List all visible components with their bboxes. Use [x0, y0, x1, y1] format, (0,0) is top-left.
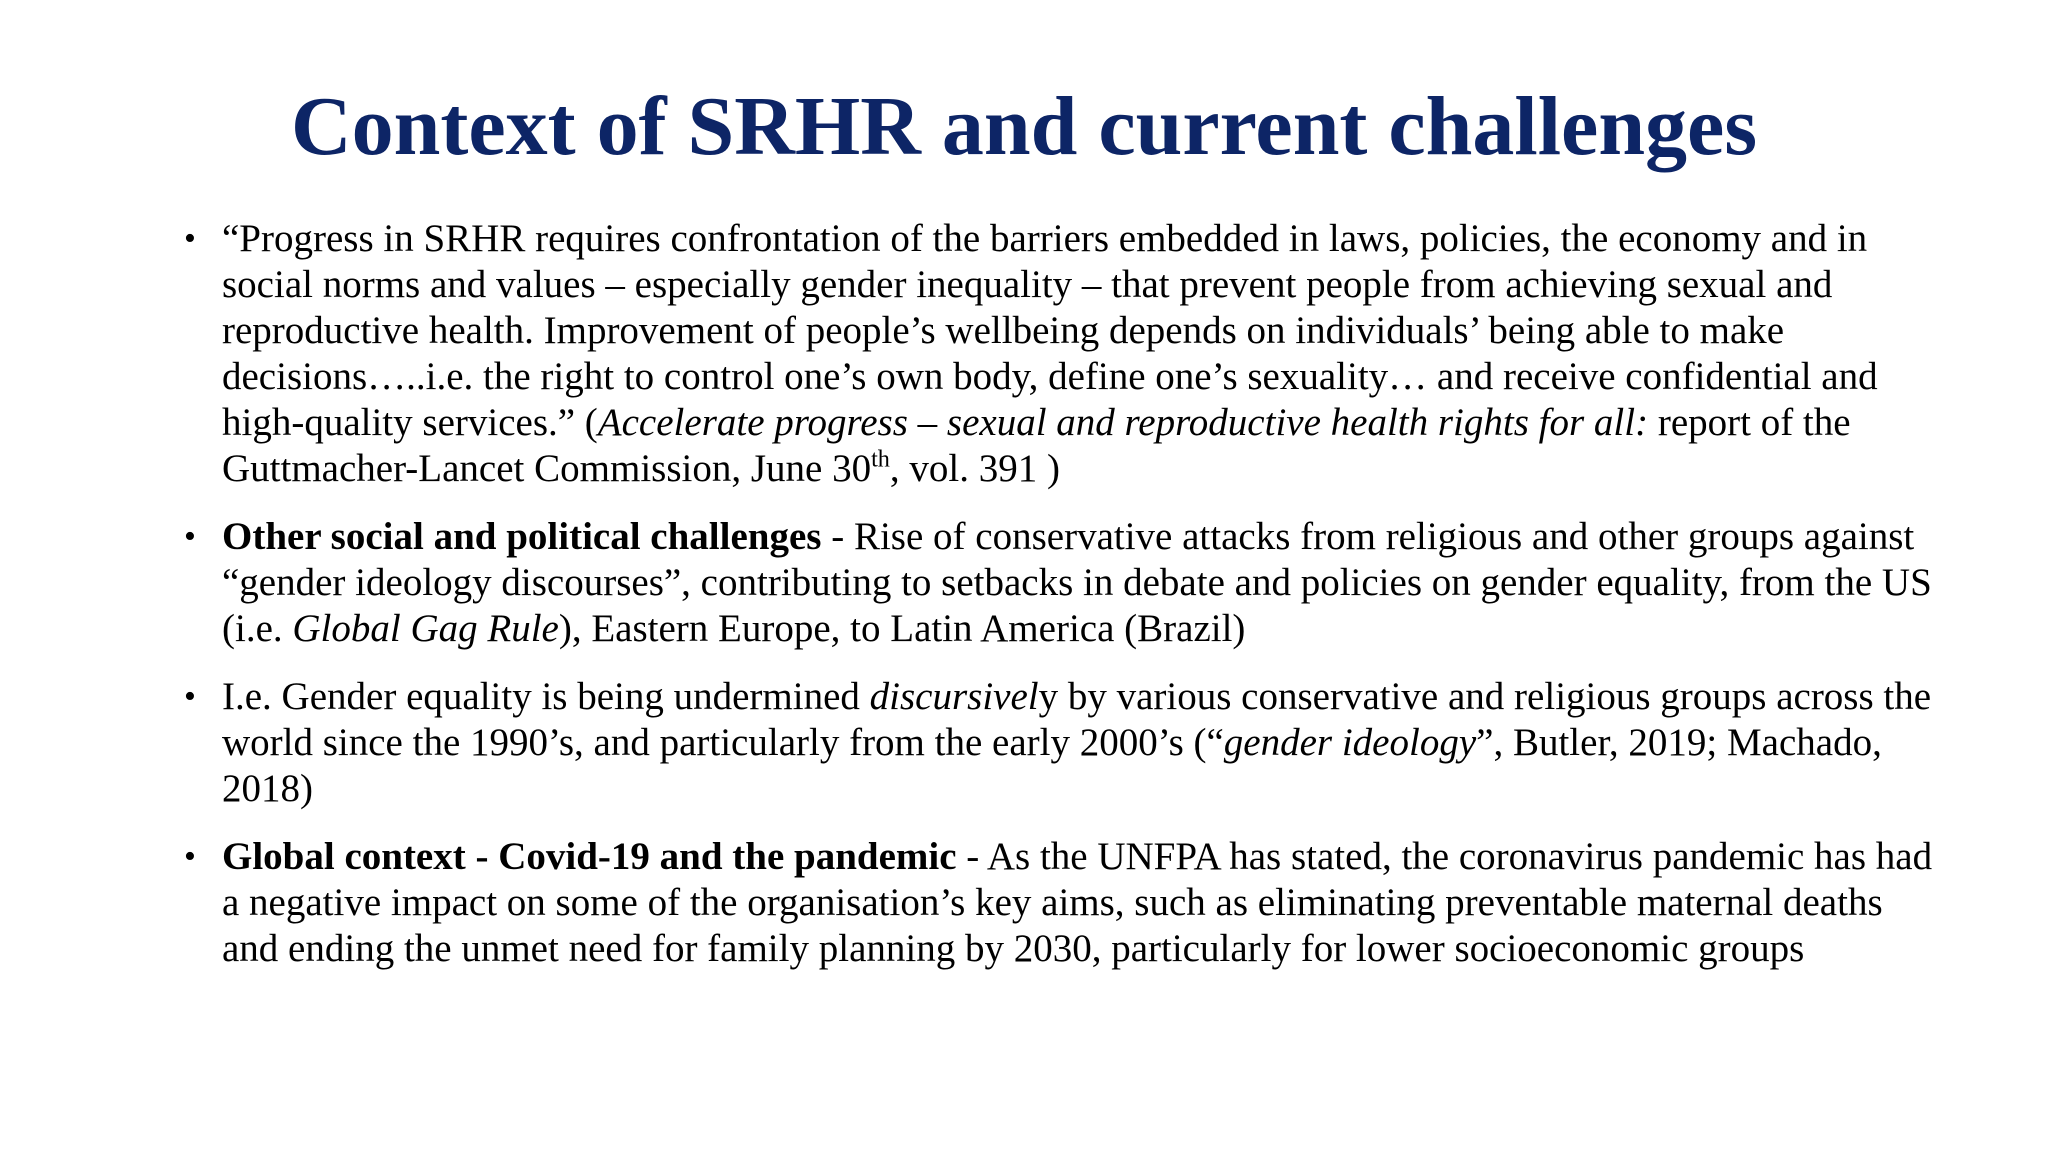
bullet-text: I.e. Gender equality is being undermined: [222, 675, 870, 718]
bullet-list: [178, 216, 1938, 994]
bullet-text-end: ), Eastern Europe, to Latin America (Brazil): [558, 607, 1246, 650]
bullet-text: - Rise of conservative attacks from religious and other groups against “gender ideology discourses”, contributing to setbacks in debate and policies on gender equality, from the US (i.e.: [222, 515, 1932, 650]
bullet-item-political-challenges: [178, 514, 1938, 652]
bullet-text: - As the UNFPA has stated, the coronavirus pandemic has had a negative impact on some of the organisation’s key aims, such as eliminating preventable maternal deaths and ending the unmet need for family planning by 2030, particularly for lower socioeconomic groups: [222, 835, 1933, 970]
bullet-item-gender-equality: [178, 674, 1938, 812]
bullet-marker: •: [184, 220, 196, 257]
bullet-item-srhr-quote: [178, 216, 1938, 492]
ordinal-suffix: th: [871, 445, 890, 473]
italic-term-2: gender ideology: [1223, 721, 1477, 764]
bullet-marker: •: [184, 518, 196, 555]
source-title: Accelerate progress – sexual and reproductive health rights for all:: [597, 401, 1649, 444]
bullet-text-middle: y by various conservative and religious groups across the world since the 1990’s, and particularly from the early 2000’s (“: [222, 675, 1932, 764]
bullet-marker: •: [184, 838, 196, 875]
bullet-heading: Global context - Covid-19 and the pandemic: [222, 835, 957, 878]
bullet-marker: •: [184, 678, 196, 715]
bullet-heading: Other social and political challenges: [222, 515, 822, 558]
slide-title: Context of SRHR and current challenges: [290, 80, 1758, 173]
bullet-item-covid-context: [178, 834, 1938, 972]
italic-term: discursivel: [869, 675, 1039, 718]
source-end: , vol. 391 ): [889, 447, 1060, 490]
bullet-text-end: ”, Butler, 2019; Machado, 2018): [222, 721, 1882, 810]
source-text: report of the Guttmacher-Lancet Commission, June 30: [222, 401, 1851, 490]
italic-term: Global Gag Rule: [292, 607, 559, 650]
quote-text: “Progress in SRHR requires confrontation of the barriers embedded in laws, policies, the economy and in social norms and values – especially gender inequality – that prevent people from achieving sexual and reproductive health. Improvement of people’s wellbeing depends on individuals’ being able to make decisions…..i.e. the right to control one’s own body, define one’s sexuality… and receive confidential and high-quality services.” (: [222, 217, 1878, 444]
